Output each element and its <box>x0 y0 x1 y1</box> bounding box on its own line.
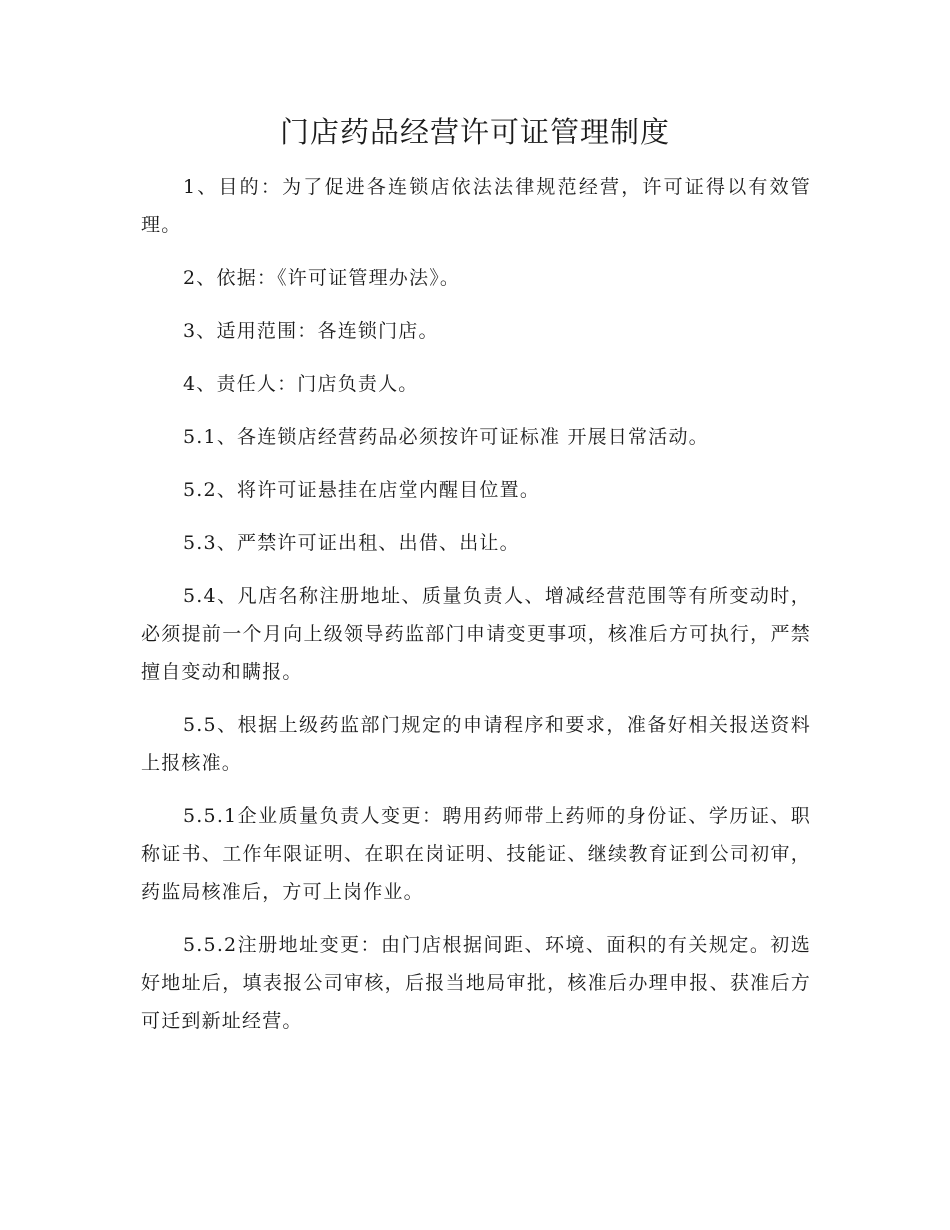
paragraph-5-5-2: 5.5.2注册地址变更：由门店根据间距、环境、面积的有关规定。初选好地址后，填表报公司审核，后报当地局审批，核准后办理申报、获准后方可迁到新址经营。 <box>141 934 811 1032</box>
paragraph-5-1: 5.1、各连锁店经营药品必须按许可证标准 开展日常活动。 <box>183 426 709 448</box>
paragraph-5-3: 5.3、严禁许可证出租、出借、出让。 <box>183 532 520 554</box>
document-title: 门店药品经营许可证管理制度 <box>279 115 670 149</box>
paragraph-5-5: 5.5、根据上级药监部门规定的申请程序和要求，准备好相关报送资料上报核准。 <box>141 714 811 774</box>
paragraph-basis: 2、依据：《许可证管理办法》。 <box>183 267 461 289</box>
paragraph-purpose: 1、目的：为了促进各连锁店依法法律规范经营，许可证得以有效管理。 <box>141 176 811 236</box>
document-body <box>141 168 811 1055</box>
paragraph-5-2: 5.2、将许可证悬挂在店堂内醒目位置。 <box>183 479 541 501</box>
paragraph-5-4: 5.4、凡店名称注册地址、质量负责人、增减经营范围等有所变动时，必须提前一个月向上级领导药监部门申请变更事项，核准后方可执行，严禁擅自变动和瞒报。 <box>141 585 811 683</box>
paragraph-scope: 3、适用范围：各连锁门店。 <box>183 320 439 342</box>
paragraph-responsible: 4、责任人：门店负责人。 <box>183 373 419 395</box>
paragraph-5-5-1: 5.5.1企业质量负责人变更：聘用药师带上药师的身份证、学历证、职称证书、工作年限证明、在职在岗证明、技能证、继续教育证到公司初审，药监局核准后，方可上岗作业。 <box>141 805 811 903</box>
